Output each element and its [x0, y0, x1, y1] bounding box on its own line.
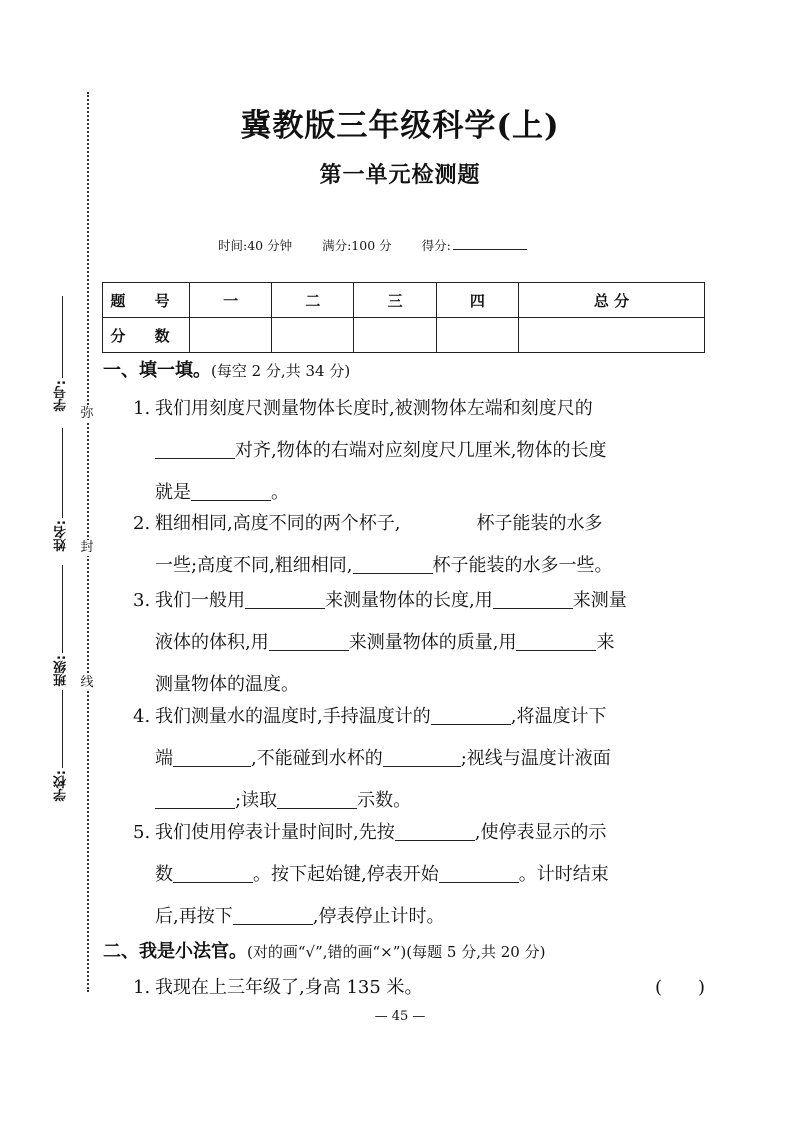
- table-header-cell: 二: [272, 283, 354, 318]
- question-text: 我们测量水的温度时,手持温度计的: [155, 706, 431, 727]
- judge-question-1: [133, 967, 705, 1009]
- answer-blank[interactable]: [173, 864, 253, 883]
- page-number: — 45 —: [374, 1009, 426, 1024]
- page-title: 冀教版三年级科学(上): [240, 108, 560, 144]
- table-header-cell: 总 分: [518, 283, 704, 318]
- school-line[interactable]: [62, 690, 63, 768]
- question-3: [133, 580, 705, 706]
- question-text: 我们使用停表计量时间时,先按: [155, 822, 395, 843]
- question-text: 测量物体的温度。: [155, 674, 299, 695]
- question-body: [155, 580, 705, 706]
- table-row: [103, 318, 705, 353]
- score-label: 得分:: [421, 238, 451, 253]
- question-body: [155, 388, 705, 514]
- question-4: [133, 696, 705, 822]
- question-text: 。计时结束: [518, 864, 609, 885]
- answer-blank[interactable]: [395, 822, 475, 841]
- question-text: ,使停表显示的示: [474, 822, 607, 843]
- table-row: [103, 283, 705, 318]
- section-heading: [103, 937, 545, 963]
- question-text: 来测量: [572, 590, 627, 611]
- section-note: (对的画“√”,错的画“×”)(每题 5 分,共 20 分): [247, 943, 546, 961]
- question-text: 我现在上三年级了,身高 135 米。: [155, 977, 423, 998]
- question-body: [155, 812, 705, 938]
- name-label: 姓名:: [54, 520, 69, 552]
- question-text: 粗细相同,高度不同的两个杯子,: [155, 513, 401, 534]
- exam-info: [218, 236, 553, 254]
- question-text: 后,再按下: [155, 906, 233, 927]
- question-text: ,不能碰到水杯的: [251, 748, 383, 769]
- answer-blank[interactable]: [383, 748, 461, 767]
- full-score: 满分:100 分: [322, 238, 392, 253]
- table-header-cell: 三: [354, 283, 436, 318]
- time-limit: 时间:40 分钟: [218, 238, 293, 253]
- section-heading: [103, 356, 350, 382]
- question-text: 数: [155, 864, 173, 885]
- question-text: 来测量物体的长度,用: [325, 590, 493, 611]
- question-text: 我们一般用: [155, 590, 245, 611]
- answer-blank[interactable]: [516, 632, 596, 651]
- question-text: 对齐,物体的右端对应刻度尺几厘米,物体的长度: [235, 440, 607, 461]
- score-blank[interactable]: [453, 237, 527, 250]
- question-text: 杯子能装的水多: [476, 513, 603, 534]
- question-text: 。按下起始键,停表开始: [253, 864, 439, 885]
- question-text: 来测量物体的质量,用: [348, 632, 517, 653]
- answer-blank[interactable]: [353, 555, 433, 574]
- name-line[interactable]: [62, 428, 63, 518]
- question-text: 一些;高度不同,粗细相同,: [155, 555, 353, 576]
- answer-blank[interactable]: [173, 748, 251, 767]
- question-text: 示数。: [357, 790, 412, 811]
- student-id-label: 学号:: [54, 380, 69, 412]
- student-id-line[interactable]: [62, 296, 63, 378]
- question-text: 。: [271, 482, 289, 503]
- question-text: ,将温度计下: [510, 706, 607, 727]
- question-number: 5.: [133, 822, 151, 843]
- answer-parentheses[interactable]: ( ): [654, 977, 705, 998]
- student-id-field: [52, 380, 72, 411]
- score-cell[interactable]: [190, 318, 272, 353]
- table-header-cell: 四: [436, 283, 518, 318]
- class-line[interactable]: [62, 565, 63, 653]
- school-label: 学校:: [54, 770, 69, 802]
- question-number: 3.: [133, 590, 151, 611]
- question-text: 我们用刻度尺测量物体长度时,被测物体左端和刻度尺的: [155, 398, 593, 419]
- question-number: 4.: [133, 706, 151, 727]
- class-field: [52, 655, 72, 686]
- page-subtitle: 第一单元检测题: [319, 163, 481, 188]
- section-label: 二、我是小法官。: [103, 941, 247, 962]
- section-label: 一、填一填。: [103, 360, 211, 381]
- seal-word: 封: [78, 540, 96, 556]
- question-text: ;视线与温度计液面: [460, 748, 611, 769]
- seal-word: 弥: [78, 406, 96, 422]
- answer-blank[interactable]: [269, 632, 349, 651]
- score-cell[interactable]: [354, 318, 436, 353]
- name-field: [52, 520, 72, 551]
- question-number: 1.: [133, 977, 151, 998]
- question-5: [133, 812, 705, 938]
- answer-blank[interactable]: [245, 590, 325, 609]
- answer-blank[interactable]: [439, 864, 519, 883]
- question-text: 端: [155, 748, 173, 769]
- question-number: 2.: [133, 513, 151, 534]
- answer-blank[interactable]: [233, 906, 313, 925]
- table-header-cell: 题 号: [103, 283, 190, 318]
- question-text: 就是: [155, 482, 191, 503]
- question-body: [155, 503, 705, 587]
- answer-blank[interactable]: [191, 482, 271, 501]
- question-1: [133, 388, 705, 514]
- question-text: 来: [596, 632, 615, 653]
- question-body: [155, 696, 705, 822]
- question-text: ;读取: [235, 790, 278, 811]
- question-text: 杯子能装的水多一些。: [432, 555, 613, 576]
- question-2: [133, 503, 705, 587]
- question-text: ,停表停止计时。: [312, 906, 445, 927]
- score-cell[interactable]: [518, 318, 704, 353]
- question-text: 液体的体积,用: [155, 632, 269, 653]
- answer-blank[interactable]: [493, 590, 573, 609]
- seal-word: 线: [78, 675, 96, 691]
- answer-blank[interactable]: [431, 706, 511, 725]
- school-field: [52, 770, 72, 801]
- table-row-head: 分 数: [103, 318, 190, 353]
- class-label: 班级:: [54, 655, 69, 687]
- answer-blank[interactable]: [155, 790, 235, 809]
- question-number: 1.: [133, 398, 151, 419]
- answer-blank[interactable]: [155, 440, 235, 459]
- section-note: (每空 2 分,共 34 分): [211, 362, 351, 380]
- score-table: [102, 282, 705, 353]
- table-header-cell: 一: [190, 283, 272, 318]
- score-cell[interactable]: [272, 318, 354, 353]
- score-cell[interactable]: [436, 318, 518, 353]
- answer-blank[interactable]: [277, 790, 357, 809]
